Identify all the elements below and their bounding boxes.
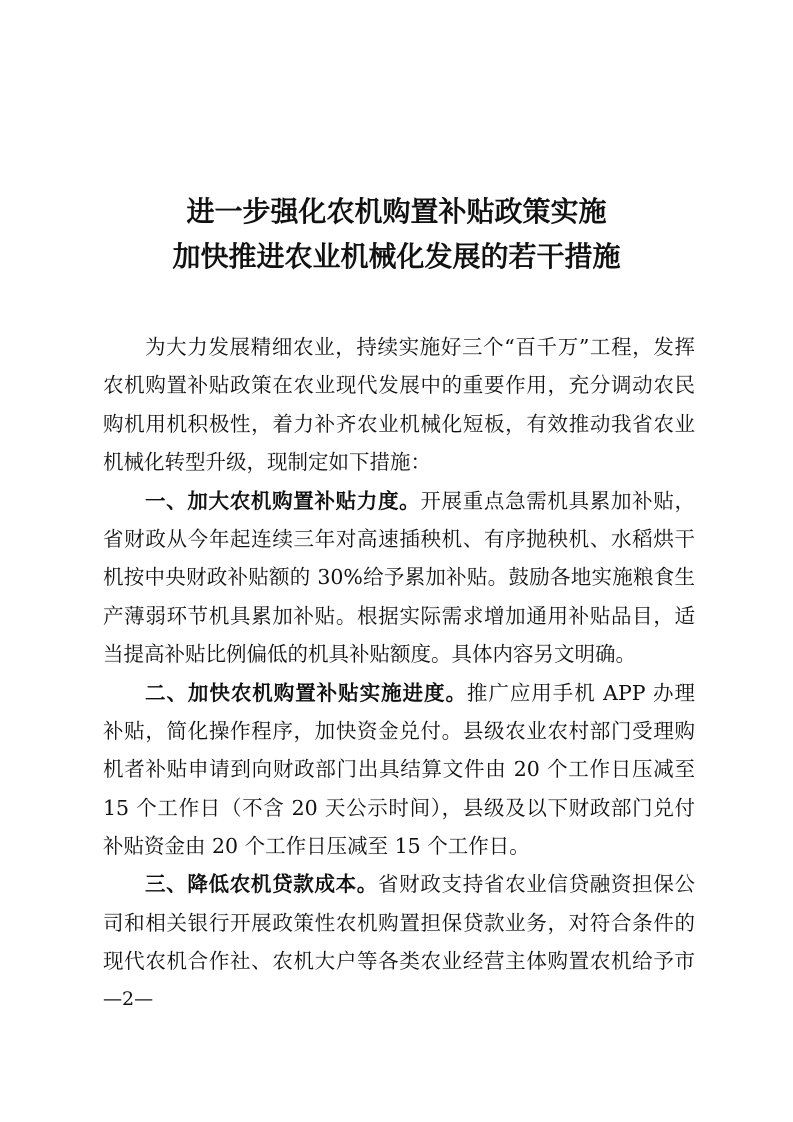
section-1-first-line (103, 482, 695, 520)
section-1-line: 机按中央财政补贴额的 30%给予累加补贴。鼓励各地实施粮食生 (103, 565, 695, 590)
intro-line: 机械化转型升级，现制定如下措施： (103, 450, 431, 475)
section-2-line: 补贴，简化操作程序，加快资金兑付。县级农业农村部门受理购 (103, 718, 695, 743)
document-title-line-2: 加快推进农业机械化发展的若干措施 (172, 240, 621, 273)
document-body (103, 328, 695, 981)
section-1-line: 产薄弱环节机具累加补贴。根据实际需求增加通用补贴品目，适 (103, 603, 695, 628)
page-number: —2— (103, 988, 154, 1010)
section-2-heading: 二、加快农机购置补贴实施进度。 (145, 680, 467, 705)
intro-line: 为大力发展精细农业，持续实施好三个“百千万”工程，发挥 (145, 335, 695, 359)
section-1-heading: 一、加大农机购置补贴力度。 (145, 488, 421, 513)
section-1-line: 当提高补贴比例偏低的机具补贴额度。具体内容另文明确。 (103, 642, 636, 667)
section-1-text: 开展重点急需机具累加补贴， (420, 488, 695, 513)
document-title-line-1: 进一步强化农机购置补贴政策实施 (186, 195, 607, 228)
section-2-line: 15 个工作日（不含 20 天公示时间），县级及以下财政部门兑付 (103, 795, 695, 820)
section-2-first-line (103, 674, 695, 712)
section-3-first-line (103, 865, 695, 903)
section-3-heading: 三、降低农机贷款成本。 (145, 872, 378, 897)
section-2-line: 机者补贴申请到向财政部门出具结算文件由 20 个工作日压减至 (103, 757, 695, 782)
section-2-text: 推广应用手机 APP 办理 (466, 680, 695, 705)
section-1-line: 省财政从今年起连续三年对高速插秧机、有序抛秧机、水稻烘干 (103, 526, 695, 551)
section-2-line: 补贴资金由 20 个工作日压减至 15 个工作日。 (103, 834, 530, 859)
intro-line: 农机购置补贴政策在农业现代发展中的重要作用，充分调动农民 (103, 373, 695, 398)
section-3-line: 司和相关银行开展政策性农机购置担保贷款业务，对符合条件的 (103, 910, 695, 935)
section-3-line: 现代农机合作社、农机大户等各类农业经营主体购置农机给予市 (103, 949, 695, 974)
intro-line: 购机用机积极性，着力补齐农业机械化短板，有效推动我省农业 (103, 411, 695, 436)
section-3-text: 省财政支持省农业信贷融资担保公 (377, 872, 695, 897)
